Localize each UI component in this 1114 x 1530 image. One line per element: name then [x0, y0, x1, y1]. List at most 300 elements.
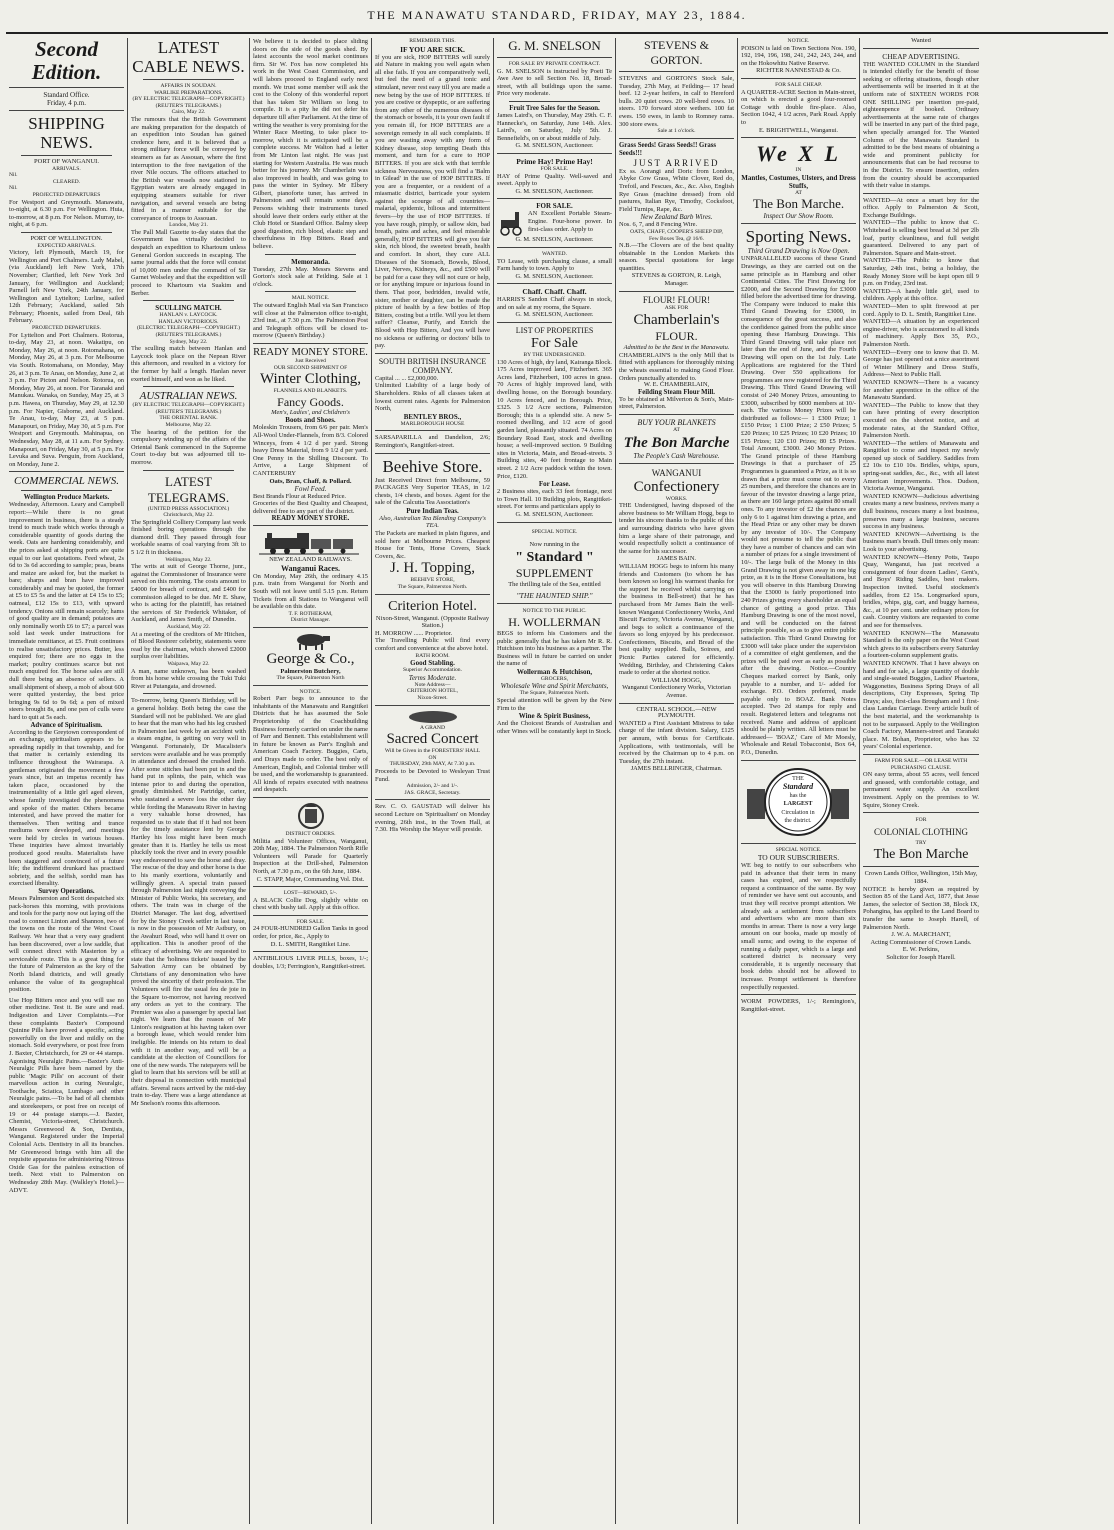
cash-warehouse: The People's Cash Warehouse. [633, 451, 720, 460]
butchery-line: Palmerston Butchery, [280, 668, 341, 676]
divider [21, 155, 112, 156]
foresters-line: Will be Given in the FORESTERS' HALL [384, 748, 481, 755]
fowl-feed: Fowl Feed. [294, 484, 327, 493]
dateline-sydney: Sydney, May 22. [169, 338, 208, 345]
column-6 [616, 38, 738, 1524]
divider [143, 470, 234, 471]
divider [497, 522, 612, 523]
oriental-text: The hearing of the petition for the compulsory winding up of the affairs of the Oriental Bank commenced in the Supreme Court to-day but was adjourned till to-morrow. [131, 428, 246, 466]
divider [863, 754, 979, 755]
wanted-item: WANTED KNOWN. That I have always on hand and for sale, a large quantity of double and single-seated Buggies, Ladies' Phaetons, Waggonettes, Business Spring Drays of all descriptions, City Expresses, Spring Tip Drays; also, first-class Brougham and 1 first-class Landau Carriage. Every article built of the best material, and the workmanship is not to be surpassed. Apply to the Wellington Coach Factory, Manners-street and Taranaki place. M. Bohan, Proprietor, who has 32 years' Colonial experience. [863, 659, 979, 751]
subscribers-text: WE beg to notify to our subscribers who paid in advance that their term in many cases has expired, and we respectfully request a continuance of the same. By way of reminder we have sent out accounts, and trust they will receive prompt attention. We already ask a settlement from subscribers and advertisers who are more than six months in arrear. There is now a very large amount on our books, made up mostly of small sums; and owing to the expense of running a daily paper, which is a large and scattered district is necessary very considerable, it is urgently necessary that book debts should not be allowed to increase. Prompt settlement is therefore respectfully requested. [741, 862, 856, 991]
proceeds-line: Proceeds to be Devoted to Wesleyan Trust Fund. [375, 767, 490, 783]
lease-text: 2 Business sites, each 33 feet frontage, next to Town Hall. 10 Building plots, Rangitikei-street. For terms and particulars apply to [497, 488, 612, 511]
survey-heading: Survey Operations. [38, 888, 95, 896]
confectionery-text: THE Undersigned, having disposed of the above business to Mr William Hogg, begs to tender his sincere thanks to the public of this and surrounding districts who have given him a large share of their patronage, and would respectfully solicit a continuance of the same for his successor. [619, 502, 734, 555]
divider [509, 101, 600, 102]
pure-indian-teas: Pure Indian Teas. [406, 506, 459, 515]
divider [497, 153, 612, 154]
train-illustration [259, 529, 362, 555]
snelson-signature: G. M. SNELSON, Auctioneer. [515, 311, 594, 319]
dateline-christchurch: Christchurch, May 22. [163, 512, 214, 519]
worm-powders: WORM POWDERS, 1/-; Remington's, Rangitikei-street. [741, 998, 856, 1013]
special-notice: SPECIAL NOTICE. [775, 846, 822, 853]
wanted-item: WANTED—A handy little girl, used to children. Apply at this office. [863, 287, 979, 303]
divider [375, 353, 490, 354]
column-5 [494, 38, 616, 1524]
divider [375, 594, 490, 595]
copyright-line: (BY ELECTRIC TELEGRAPH—COPYRIGHT.) (REUTER'S TELEGRAMS.) [132, 96, 245, 109]
hay-text: HAY of Prime Quality. Well-saved and sweet. Apply to [497, 172, 612, 188]
divider [9, 471, 124, 472]
divider [497, 198, 612, 199]
cheap-sale-heading: FOR SALE CHEAP. [775, 81, 822, 88]
antibilious-text: ANTIBILIOUS LIVER PILLS, boxes, 1/-; doubles, 1/3; Ferrington's, Rangitikei-street. [253, 955, 368, 970]
winter-clothing: Winter Clothing, [259, 371, 362, 388]
beehive-store-line: BEEHIVE STORE, [410, 577, 455, 584]
wollerman-address: The Square, Palmerston North. [519, 690, 590, 697]
crown-lands-line: Crown Lands Office, Wellington, 15th May, 1884. [864, 870, 978, 885]
office-time: Friday, 4 p.m. [46, 99, 87, 107]
bon-marche-heading: The Bon Marche [873, 847, 969, 863]
wines-text: And the Choicest Brands of Australian and other Wines will be constantly kept in Stock. [497, 720, 612, 735]
beehive-text: Just Received Direct from Melbourne, 59 PACKAGES Very Superior TEAS, in 1/2 chests, 1/4 chests, and boxes. Agent for the sale of the Calcutta Tea Association's [375, 476, 490, 507]
sale-time: Sale at 1 o'clock. [657, 128, 696, 135]
divider [619, 703, 734, 704]
admission-line: Admission, 2/- and 1/-. [406, 783, 459, 790]
at-line: AT [795, 189, 802, 196]
projected2-text: For Lyttelton and Port Chalmers. Rotorua, to-day, May 23, at noon. Wakatipu, on Monday, May 26, at noon. Rotomahana, on Monday, May 26, at 3 p.m. For Melbourne via South. Rotomahana, on Monday, May 26, at 3 p.m. Te Anau, on Monday, June 2, at 3 p.m. For Picton and Nelson. Rotorua, on Monday, May 26, at noon. For Taranaki and Manukau. Wanaka, on Sunday, May 25, at 3 p.m. Hawea, on Thursday, May 29, at 12.30 p.m. For Napier, Gisborne, and Auckland. Te Anau, to-day, May 23, at 5 p.m. Manapouri, on Friday, May 30, at 5 p.m. For Westport and Greymouth. Mahinapua, on Wednesday, May 28, at 11 a.m. For Sydney. Manapouri, on Friday, May 30, at 5 p.m. For Levuka and Suva. Penguin, from Auckland, on Monday, June 2. [9, 331, 124, 468]
barb-wires: New Zealand Barb Wires. [640, 213, 713, 222]
wanted-heading: WANTED. [541, 250, 567, 257]
divider [497, 603, 612, 604]
column-4 [372, 38, 494, 1524]
properties-text: 130 Acres of high, dry land, Kairanga Block. 175 Acres improved land, Fitzherbert. 365 Acres land, Fitzherbert, 100 acres in grass. 70 Acres of highly improved land, with dwelling house, on the Borough boundary. 10 Acres fenced, and in Borough. Price, £325. 3 1/2 Acre sections, Palmerston Borough; this is a splendid site. A new 5-roomed dwelling, and 1/2 acre of good garden land, pleasantly situated. 74 Acres on Boundary Road East, stock and dwelling house; a well-improved section. 9 Building sites in Victoria, Main, and Broad-streets. 3 Building sites, 40 feet frontage to Main street. 2 1/2 Acre paddock within the town. Price, £120. [497, 358, 613, 480]
south-british-heading: SOUTH BRITISH INSURANCE COMPANY. [378, 356, 487, 375]
good-stabling: Good Stabling. [410, 659, 455, 668]
sporting-heading: Sporting News. [745, 227, 852, 247]
grace-signature: JAS. GRACE, Secretary. [404, 789, 461, 796]
farm-text: ON easy terms, about 55 acres, well fenced and grassed, with comfortable cottage, and permanent water supply. An excellent investment. Apply on the premises to W. Squire, Stoney Creek. [863, 771, 979, 809]
divider [741, 223, 856, 224]
topping-address: The Square, Palmerston North. [397, 584, 468, 591]
lease-heading: For Lease. [538, 480, 571, 489]
cable-heading: LATEST CABLE NEWS. [132, 38, 245, 76]
divider [497, 247, 612, 248]
divider [863, 193, 979, 194]
sculling-sub2: HANLAN VICTORIOUS. [158, 318, 219, 325]
brands-line: Best Brands Flour at Reduced Price. [253, 492, 347, 500]
richter-signature: RICHTER NANNESTAD & Co. [756, 67, 841, 75]
george-heading: George & Co., [266, 651, 355, 668]
drawing-open: Third Grand Drawing is Now Open. [747, 247, 850, 256]
divider [619, 463, 734, 464]
divider [619, 291, 734, 292]
grocers-line: GROCERS, [540, 675, 569, 682]
projected2-label: PROJECTED DEPARTURES. [31, 325, 102, 332]
divider [9, 110, 124, 111]
stamp-text-6: the district. [784, 818, 812, 824]
prime-hay-heading: Prime Hay! Prime Hay! [516, 156, 593, 166]
nil-text: Nil. [9, 185, 18, 192]
sale-heading: FOR SALE. [296, 918, 325, 925]
flour-heading: FLOUR! FLOUR! [642, 294, 711, 305]
wanted-item: WANTED KNOWN—The Manawatu Standard is the only paper on the West Coast which gives to its subscribers every Saturday a fourteen-column supplement gratis. [863, 629, 979, 660]
dateline-cairo: Cairo, May 22. [171, 109, 206, 116]
warlike-sub: WARLIKE PREPARATIONS. [154, 89, 223, 96]
topping-heading: J. H. Topping, [390, 560, 475, 577]
divider [497, 322, 612, 323]
london-text: The Pall Mall Gazette to-day states that the Government has virtually decided to despatch an expedition to Khartoum unless General Gordon succeeds in escaping. The same journal adds that the force will consist of 10,000 men under the command of Sir Garnet Wolseley and that the expedition will proceed to Khartoum via Suakim and Berber. [131, 228, 246, 297]
for-sale-big: For Sale [530, 336, 579, 352]
obtained-line: To be obtained at Milverton & Son's, Main-street, Palmerston. [619, 395, 734, 411]
intro-text: We believe it is decided to place sliding doors on the side of the goods shed. By latest accounts the wool market continues firm. Sir W. Fox has now completed his work in the West Coast Commission, and will labors proceed to England early next month. We trust some member will ask the cost to the Colony of this wonderful report that has taken Sir William so long to compile. It is a pity he did not defer his departure till after Parliament. At the time of writing the weather is very promising for the Winter Race Meeting, to take place to-morrow, which it is anticipated will be a complete success. Mr Walton had a letter from Mr Linton last night. He was just starting for Western Australia. He was much better for his journey. Mr Chamberlain was also improved in health, and was going to pass the winter in Sydney. Mr Elbery Gilbert, pianoforte tuner, has arrived in Palmerston and will remain some days. Persons wishing their instruments tuned should leave their orders early either at the Club Hotel or Standard Office. Balmy sleep good digestion, rich blood, elastic step and cheerfulness in Hop Bitters. Read and believe. [253, 38, 368, 251]
divider [375, 453, 490, 454]
mill-text: CHAMBERLAIN'S is the only Mill that is fitted with appliances for thoroughly mixing the wheats essential to making Good Flour. Orders punctually attended to. [619, 351, 734, 382]
dateline-wellington: Wellington, May 22. [165, 556, 212, 563]
port-wanganui: PORT OF WANGANUI. [34, 158, 99, 165]
concert-ornament [375, 709, 490, 725]
feilding-mill: Feilding Steam Flour Mill. [638, 388, 715, 396]
admitted-line: Admitted to be the Best in the Manawatu. [623, 344, 730, 352]
inspect-line: Inspect Our Show Room. [763, 212, 834, 221]
wellington-text: The writs at suit of George Thorne, junr., against the Commissioner of Insurance were served on this morning. The costs amount to £4000 for breach of contract, and £400 for commission alleged to be due. Mr E. Shaw, who is acting for the plaintiff, has retained the services of Sir Frederick Whitaker, of Auckland, and James Smith, of Dunedin. [131, 563, 246, 624]
notice-public: NOTICE TO THE PUBLIC. [522, 608, 587, 615]
copyright-line: (BY ELECTRIC TELEGRAPH—COPYRIGHT.) (REUTER'S TELEGRAMS.) [132, 402, 245, 415]
perkins-signature: E. W. Perkins, [902, 946, 940, 954]
special-notice: SPECIAL NOTICE. [531, 528, 578, 535]
sculling-heading: SCULLING MATCH. [155, 304, 222, 313]
divider [741, 843, 856, 844]
divider [253, 951, 368, 952]
supplement-title: SUPPLEMENT [515, 565, 594, 580]
rms-heading: READY MONEY STORE. [253, 346, 368, 358]
chamberlain-heading: Chamberlain's [633, 312, 720, 329]
wanted-item: WANTED—The public to know that C. Whitehead is selling best bread at 3d per 2lb loaf, purity cleanliness, and full weight guaranteed. Delivered to any part of Palmerston. Square and Main-street. [863, 219, 979, 257]
column-8 [860, 38, 982, 1524]
auckland-text: At a meeting of the creditors of Mr Hitchen, of Blood Restorer celebrity, statements were read by the chairman, which showed £2000 surplus over liabilities. [131, 630, 246, 661]
criterion-address: Nixon-Street, Wanganui. (Opposite Railway Station.) [375, 614, 490, 630]
divider [9, 87, 124, 88]
mens-line: Men's, Ladies', and Children's [271, 408, 350, 416]
commercial-heading: COMMERCIAL NEWS. [14, 475, 119, 488]
sacred-concert: Sacred Concert [386, 731, 479, 748]
dateline-auckland: Auckland, May 22. [166, 624, 211, 630]
note-line: Note Address— [414, 681, 451, 688]
rail-signature: T. F. ROTHERAM, [288, 610, 333, 617]
works-label: WORKS. [665, 495, 688, 502]
farm-heading: FARM FOR SALE.—OR LEASE WITH PURCHASING CLAUSE. [874, 758, 968, 771]
divider [619, 71, 734, 72]
mail-heading: MAIL NOTICE. [291, 295, 330, 302]
orders-heading: DISTRICT ORDERS. [285, 830, 336, 837]
divider [863, 812, 979, 813]
departures-text: For Westport and Greymouth. Manawatu, to-night, at 6.30 p.m. For Wellington. Huia, to-morrow, at 8 p.m. For Nelson. Murray, to-night, at 6 p.m. [9, 198, 124, 229]
superior-line: Superior Accommodation. [402, 667, 463, 674]
wanted-item: WANTED KNOWN—There is a vacancy for another apprentice in the office of the Manawatu Standard. [863, 378, 979, 402]
tea-boxes-line: Few Boxes Tea, @ 16/6. [649, 235, 704, 242]
stamp-text-4: LARGEST [783, 801, 813, 807]
snelson-signature: G. M. SNELSON, Auctioneer. [515, 187, 594, 195]
capital-line: Capital ... ... £2,000,000. [375, 374, 439, 382]
wanted-item: WANTED—Every one to know that D. M. George has just opened out a nice assortment of Winter Millinery and Dress Stuffs, Address—Next to Public Hall. [863, 348, 979, 379]
divider [21, 232, 112, 233]
grand-line: A GRAND [419, 724, 446, 731]
expected-text: Victory, left Plymouth, March 19, for Wellington and Port Chalmers. Lady Mabel, (via Auckland) left New York, 17th November; Clarified, left New York 3rd January, for Wellington and Auckland; Parnell left New York, 24th January, for Wellington and Lyttelton; Lurline, sailed 12th February; Auckland, sailed 5th February; Phoenix, sailed from Deal, 6th February. [9, 249, 124, 325]
brightwell-signature: E. BRIGHTWELL, Wanganui. [758, 126, 839, 134]
latest-telegrams-heading: LATEST TELEGRAMS. [147, 473, 230, 505]
divider [253, 797, 368, 798]
concert-date: THURSDAY, 29th MAY, At 7.30 p.m. [389, 761, 476, 768]
bon-marche-heading: The Bon Marche [623, 434, 730, 451]
remember-heading: REMEMBER THIS. [409, 38, 456, 44]
in-line: IN [795, 167, 802, 174]
wollerman-firm: Wollerman & Hutchison, [516, 667, 593, 676]
rms-received: Just Received [295, 357, 326, 364]
wanted-item: WANTED—A situation by an experienced engine-driver, who is accustomed to all kinds of machinery. Apply Box 35, P.O., Palmerston North. [863, 318, 979, 348]
oriental-sub: THE ORIENTAL BANK. [159, 415, 218, 422]
divider [253, 525, 368, 526]
divider [253, 915, 368, 916]
divider [143, 300, 234, 301]
rail-text: On Monday, May 26th, the ordinary 4.15 p.m. train from Wanganui for North and South will not leave until 5.15 p.m. Return Tickets from all Stations to Wanganui will be available on this date. [253, 572, 368, 611]
bellringer-signature: JAMES BELLRINGER, Chairman. [630, 765, 723, 773]
nil-text: Nil. [9, 172, 18, 179]
notice-heading: NOTICE. [787, 38, 810, 44]
poison-text: POISON is laid on Town Sections Nos. 190, 192, 194, 196, 198, 241, 242, 243, 244, and on the Hokowhitu Native Reserve. [741, 44, 856, 67]
soudan-sub: AFFAIRS IN SOUDAN. [160, 83, 217, 89]
divider [253, 685, 368, 686]
divider [21, 490, 112, 491]
engine-illustration [497, 210, 525, 236]
sg-signature: STEVENS & GORTON, R. Leigh, Manager. [631, 272, 722, 288]
wholesale-line: Wholesale Wine and Spirit Merchants, [500, 682, 609, 691]
wanted-item: WANTED KNOWN—Henry Potts, Taupo Quay, Wanganui, has just received a consignment of four dozen Ladies', Gent's, and Boys' Riding Saddles, best makers. Inspection invited. Useful stockmen's saddles, from £2 15s. Longmarked spurs, bridles, whips, gig, cart, and buggy harness, &c., at 10 per cent. under ordinary prices for cash. Country visitors are requested to come and see for themselves. [863, 553, 979, 629]
cairo-text: The rumours that the British Government are making preparation for the despatch of an expedition into Soudan has gained credence here, and it is believed that a strong military force will be conveyed by steamers as far as Assouan, where the first interruption to the free navigation of the river Nile occurs. The officers attached to the British war vessels now stationed in Egyptian waters are already engaged in equipping steamers suitable for river navigation, and several vessels are being fitted in a manner suitable for the conveyance of troops to Assouan. [131, 115, 246, 222]
now-running: Now running in the [529, 541, 580, 549]
fruit-tree-heading: Fruit Tree Sales for the Season. [509, 104, 600, 112]
newspaper-title: THE MANAWATU STANDARD, FRIDAY, MAY 23, 1884. [367, 8, 747, 22]
projected-label: PROJECTED DEPARTURES [32, 191, 101, 198]
oats-chaff-line: OATS, CHAFF, COOPER'S SHEEP DIP, [630, 228, 723, 235]
railways-heading: NEW ZEALAND RAILWAYS. [269, 556, 352, 564]
divider [863, 866, 979, 867]
divider [619, 138, 734, 139]
boots-shoes: Boots and Shoes. [285, 416, 336, 425]
hogg-signature: WILLIAM HOGG, [651, 676, 702, 684]
criterion-text: The Travelling Public will find every comfort and convenience at the above hotel. [375, 637, 490, 652]
thrilling-line: The thrilling tale of the Sea, entitled [508, 580, 601, 588]
expected-label: EXPECTED ARRIVALS. [37, 242, 96, 249]
solicitor-line: Solicitor for Joseph Harell. [886, 953, 956, 961]
wollerman-heading: H. WOLLERMAN [508, 614, 601, 629]
divider [375, 430, 490, 431]
divider [741, 994, 856, 995]
edition-heading: Second Edition. [31, 38, 102, 84]
haunted-ship: "THE HAUNTED SHIP." [516, 591, 593, 601]
fencing-line: Nos. 6, 7, and 8 Fencing Wire. [619, 221, 698, 229]
wanted-item: WANTED—The Public to know that they can have printing of every description executed on the shortest notice, and at moderate rates, at the Standard Office, Palmerston North. [863, 401, 979, 440]
cheap-sale-text: A QUARTER-ACRE Section in Main-street, on which is erected a good four-roomed Cottage with double fire-place. Also, Section 1042, 4 1/2 acres, Park Road. Apply to [741, 88, 856, 126]
cattle-illustration [253, 631, 368, 651]
snelson-signature: G. M. SNELSON, Auctioneer. [515, 510, 594, 518]
parr-text: Robert Parr begs to announce to the inhabitants of the Manawatu and Rangitikei Districts that he has assumed the Sole Proprietorship of the Coachbuilding Business formerly carried on under the name of Parr and Bennett. This establishment will in future be known as Parr's English and American Coach Factory. Buggies, Carts, and Drays made to order. The best only of American, English, and Colonial timber will be used, and the workmanship is guaranteed. All kinds of repairs executed with neatness and despatch. [253, 695, 368, 794]
wanted-item: WANTED—Men to split firewood at per cord. Apply to D. L. Smith, Rangitikei Line. [863, 303, 979, 318]
office-line: Standard Office. [43, 91, 90, 99]
chaff-heading: Chaff. Chaff. Chaff. [522, 287, 587, 297]
private-contract: FOR SALE BY PRIVATE CONTRACT. [508, 61, 601, 67]
divider [741, 78, 856, 79]
standard-title: " Standard " [515, 549, 594, 565]
fancy-goods: Fancy Goods. [277, 394, 344, 409]
divider [143, 79, 234, 80]
hogg-text: WILLIAM HOGG begs to inform his many friends and Customers (to whom he has been known so long) his warmest thanks for the support he received whilst carrying on the business in Bell-street) that he has purchased from Mr James Bain the well-known Wanganui Confectionery Works, And Biscuit Factory, Victoria Avenue, Wanganui, and begs to solicit a continuance of the favors so long enjoyed by his predecessor. Confectioners, Biscuits, and Bread of the best quality supplied. Balls, Soirees, and Picnic Parties catered for efficiently. Wedding, Birthday, and Christening Cakes made to order at the shortest notice. [619, 562, 734, 677]
nixon-line: Nixon-Street. [417, 694, 448, 701]
divider [741, 137, 856, 138]
wanganui-races: Wanganui Races. [280, 563, 341, 573]
wanted-item: WANTED—The Public to know that Saturday, 24th inst., being a holiday, the Ready Money Store will be kept open till 9 p.m. on Friday, 23rd inst. [863, 257, 979, 288]
memoranda-heading: Memoranda. [291, 257, 330, 266]
divider [253, 886, 368, 887]
for-sale-heading: FOR SALE. [536, 202, 573, 211]
chamberlain-name: W. E. CHAMBERLAIN, [643, 381, 710, 389]
australian-tea: Also, Australian Tea Blending Company's TEA. [379, 514, 486, 530]
stamp-text-5: Circulation in [781, 809, 815, 816]
divider [863, 48, 979, 49]
column-2 [128, 38, 250, 1524]
subscribers-heading: TO OUR SUBSCRIBERS. [757, 853, 840, 863]
column-1 [6, 38, 128, 1524]
central-school-text: WANTED a First Assistant Mistress to take charge of the infant division. Salary, £125 per annum, with bonus for Certificate. Applications, with testimonials, will be received by the Chairman up to 4 p.m. on Tuesday, the 27th instant. [619, 719, 734, 765]
local-news-text: To-morrow, being Queen's Birthday, will be a general holiday. Both being the case the Standard will not be published. We are glad to hear that the man who had his leg crushed in Palmerston last week by an accident with a steam engine, is getting on very well in Wanganui. Fortunately, Dr Macalister's services were available and he was promptly in attendance and dressed the crushed limb. After some stitches had been put in and the hand put in splints, the pain, which was intense prior to and during the operation, greatly diminished. Mr Partridge, carter, who sustained a severe loss the other day while fording the Manawatu River in having a very valuable horse drowned, has requested us to state that if it had not been for the timely assistance lent by George Hartley his loss might have been much greater than it is. Hartley he tells us most pluckily took the river and in every possible way endeavoured to save the horse and dray. The rescue of the dray and other horse is due to his manly exertions, voluntarily and willingly given. A special train passed through Palmerston last night conveying the Minister of Public Works, his secretary, and others. The train was in charge of the District Manager. The last dog, advertised for by the Stoney Creek settler in last issue, is now in the possession of Mr Astbury, on the Awahuri Road, who will hand it over on application. This is another proof of the efficacy of advertising. We are requested to state that the 'holiness tickets' issued by the Salvation Army can be obtained by Christians of any denomination who have proved the sincerity of their profession. The Volunteers will fire the usual feu de joie in the Square to-morrow, not having received any orders as yet to the contrary. The Premier was also a passenger by special last night. We learn that the reason of Mr Linton's resignation at his having taken over a borough lease, which would render him ineligible. He intends on his return to deal with it in another way, and will be a candidate at the election of Councillors for one of the new wards. The ratepayers will be glad to learn that his services will be still at their disposal in connection with municipal affairs. Several races arrived by the mid-day train to-day. There was a large attendance at Mr Snelson's rooms this afternoon. [131, 697, 246, 1107]
criterion-hotel-line: CRITERION HOTEL, [407, 688, 458, 695]
divider [497, 57, 612, 58]
divider [265, 291, 356, 292]
hay-for-sale: FOR SALE. [540, 165, 569, 172]
at-line: AT [673, 427, 680, 433]
australian-heading: AUSTRALIAN NEWS. [139, 390, 238, 403]
wanganui-label: WANGANUI [651, 467, 702, 478]
mantles-line: Mantles, Costumes, Ulsters, and Dress Stuffs, [741, 173, 856, 190]
attention-line: Special attention will be given by the New Firm to the [497, 697, 612, 712]
proprietor-line: H. MORROW ...... Proprietor. [375, 629, 453, 637]
groceries-line: Groceries of the Best Quality and Cheapest, delivered free to any part of the district. [253, 500, 368, 515]
marchant-signature: J. W. A. MARCHANT, [891, 931, 951, 939]
on-line: ON [428, 754, 437, 761]
lost-text: A BLACK Collie Dog, slightly white on chest with bushy tail. Apply at this office. [253, 896, 368, 912]
produce-text: Wednesday, Afternoon. Leary and Campbell report:—While there is no great improvement in business, there is a steady trend to much trade which works through a considerable quantity of goods during the week. Oats are hardening considerably, and the prices asked at shipping ports are quite equal to our last quotations. Feed wheat, 2s 6d to 3s 6d according to sample; peas, beans and maize are asked for, but the market is bare; sharps and bran have improved considerably and may be quoted, the former at £5 to £5 5s and the latter at £4 15s to £5; oatmeal, £12 15s to £13, with upward tendency. Onions still remain scarcely; hams of good quality are in demand; potatoes are only nominally worth £6 to £7; a parcel was sold last week under instructions for immediate remittance, at £5. Fruit continues to realise unsatisfactory prices. Butter, less enquired for; there are no eggs in the market; poultry continues scarce but not much enquired for. The horse sales are still dull there being an absence of sellers. A small shipment of sheep, a mob of about 600 were quitted yesterday, the best price bringing 9s 6d to 9s 6d; a pen of mixed steers brought 8s, and one pen of culls were hard to quit at 5s each. [9, 501, 124, 721]
central-school-heading: CENTRAL SCHOOL.—NEW PLYMOUTH. [636, 705, 717, 720]
survey-text: Messrs Palmerston and Scott despatched six pack-horses this morning, with provisions and tools for the party now out laying off the road to connect Linton and Shannon, two of the towns on the route of the West Coast Railway. We hear that a very easy gradient has been discovered, over a low saddle, that will connect direct with Masterton by a serviceable route. This is a great thing for the future of Palmerston as the key of the North Island districts, and will greatly enhance the value of its geographical position. [9, 895, 124, 994]
seeds-text: Ex ss. Aorangi and Doric from London, Abyke Cow Grass, White Clover, Red do, Trefoil, and Fescues, &c., &c. Also, English Rye Grass (machine dressed) from old pastures, Italian Rye, Timothy, Cocksfoot, Field Turnips, Rape, &c. [619, 167, 734, 213]
sporting-text: UNPARALLELED success of these Grand Drawings, as they are carried out on the same principle as in Hamburg and other Continental Cities. The First Drawing for £2000, and the Second Drawing for £3000 filled before the advertised time for drawing. The Company were induced to make this Third Grand Drawing for £3000, in consequence of the great success, and also the confidence gained from the public since opening these Hamburg Drawings. This Third Grand Drawing will take place not later than the end of June, and the Fourth Drawing will open on the 1st July. Late Applications are registered for the Third Drawing. Over 550 applications for programmes are now registered for the Third Drawing. This Third Grand Drawing will consist of 240 Money Prizes, amounting to £3000, subscribed by 6000 members at 10/- each. The various Money Prizes will be distributed as follows:— 1 £300 Prize; 1 £150 Prize; 1 £100 Prize; 2 £50 Prizes; 5 £20 Prizes; 10 £25 Prizes; 10 £20 Prizes; 10 £15 Prizes; 120 £10 Prizes; 80 £5 Prizes. Total Amount, £3000. 240 Money Prizes. The Grand principle of these Hamburg Drawings is that a purchaser of 25 Programmes is guaranteed a Prize, as it is so drawn that a prize must come out to every 25 numbers, and therefore the chances are in favour of the investor drawing a large prize, as there are 160 large prizes against 80 small ones. To any investor of £2 the chances are only 6 to 1 against him drawing a prize, and the Head Prize or any other may be drawn by any investor of 10/-. The Company would not presume to tell the public that they have a number of chances and can win a number of prizes for a single investment of 10/-. The large bulk of the Money in this Grand Drawing is not given away in one big prize, as it is in the Horse Consultations, but you will observe in this Hamburg Drawing that the £3000 is fairly proportioned into 240 Prizes giving every shareholder an equal chance of getting a good prize. This Hamburg Drawing is one of the most novel, and will be conducted on the fairest principle possible, so as to give entire public satisfaction. This Third Grand Drawing for £3000 will take place under the supervision of a committee of eight gentlemen, and the prizes will be paid over as early as possible after the drawing. Notice.—Country Cheques marked correct by Bank, only payable to a number, and 1/- added for exchange. P.O. Orders preferred, made payable only to BOAZ. Bank Notes accepted. Two 2d stamps for reply and result. Registered letters and telegrams not received. Name and address of applicant should be plainly written. All letters must be addressed— 'BOAZ,' Care of Mr Moesly, Wholesale and Retail Tobacconist, Box 64, P.O., Dunedin. [741, 255, 856, 756]
tanks-text: 24 FOUR-HUNDRED Gallon Tanks in good order, for price, &c., Apply to [253, 925, 368, 941]
wanted-label: Wanted [911, 38, 931, 44]
fruit-tree-text: James Laird's, on Thursday, May 29th. C. F. Hannecke's, on Saturday, June 14th. Alex. Laird's, on Saturday, July 5th. J. Bennefield's, on or about middle of July. [497, 111, 612, 142]
terms-line: Terms Moderate. [408, 673, 457, 682]
crown-lands-text: NOTICE is hereby given as required by Section 85 of the Land Act, 1877, that Jesse James, the selector of Section 38, Block IX, Pohangina, has applied to the Land Board to transfer the same to Joseph Harell, of Palmerston North. [863, 885, 979, 931]
wanted-item: WANTED KNOWN—Judicious advertising creates many a new business, revives many a dull business, rescues many a lost business, preserves many a large business, secures success in any business. [863, 492, 979, 531]
column-3 [250, 38, 372, 1524]
divider [375, 799, 490, 800]
stock-sale-text: STEVENS and GORTON'S Stock Sale, Tuesday, 27th May, at Feilding— 17 head beef. 12 2-year heifers, in calf to Hereford bulls. 20 quiet cows. 20 well-bred cows. 10 steers. 170 forward store wethers. 100 fat ewes. 150 ewes, in lamb to Romney rams. 300 store ewes. [619, 75, 734, 128]
sculling-text: The sculling match between Hanlan and Laycock took place on the Nepean River this afternoon, and resulted in a victory for the former by half a length. Hanlan never exerted himself, and won as he liked. [131, 345, 246, 383]
rms-text: Moleskin Trousers, from 6/6 per pair. Men's All-Wool Under-Flannels, from 8/3. Colored Winceys, from 4 1/2 d per yard. Strong heavy Dress Material, from 9 1/2 d per yard. One Penny in the Shilling Discount. To Arrive, a Large Shipment of CANTERBURY [253, 424, 368, 477]
masthead [0, 0, 1114, 34]
stevens-gorton-heading: STEVENS & GORTON. [643, 38, 709, 67]
hop-bitters-text: If you are sick, HOP BITTERS will surely aid Nature in making you well again when all else fails. If you are comparatively well, but feel the need of a grand tonic and stimulant, never rest easy till you are made a new being by the use of HOP BITTERS. If you are costive or dyspeptic, or are suffering from any other of the numerous diseases of the stomach or bowels, it is your own fault if you remain ill, for HOP BITTERS are a sovereign remedy in all such complaints. If you are wasting away with any form of Kidney disease, stop tempting Death this moment, and turn for a cure to HOP BITTERS. If you are sick with that terrible sickness Nervousness, you will find a 'Balm in Gilead' in the use of HOP BITTERS. If you are a frequenter, or a resident of a miasmatic district, barricade your system against the scourge of all countries—malarial, epidemic, bilious and intermittent fevers—by the use of HOP BITTERS. If you have rough, pimply, or sallow skin, bad breath, pains and aches, and feel miserable generally, HOP BITTERS will give you fair skin, rich blood, the sweetest breath, health and comfort. In short, they cure ALL Diseases of the Stomach, Bowels, Blood, Liver, Nerves, Kidneys, &c., and £500 will be paid for a case they will not cure or help, or for anything impure or injurious found in them. That poor, bedridden, invalid wife, sister, mother or daughter, can be made the picture of health by a few bottles of Hop Bitters, costing but a trifle. Will you let them suffer? Cleanse, Purify, and Enrich the Blood with Hop Bitters, And you will have no sickness or suffering or doctors' bills to pay. [375, 53, 490, 350]
bentley-line: BENTLEY BROS., [403, 412, 462, 421]
wanted-item: WANTED—The settlers of Manawatu and Rangitikei to come and inspect my newly opened up stock of Saddlery. Saddles from £2 10s to £10 10s. Bridles, whips, spurs, spring-seat saddles, &c., &c., with all latest American improvements. Thos. Dudson, Victoria Avenue, Wanganui. [863, 439, 979, 493]
colonial-clothing: COLONIAL CLOTHING [874, 826, 968, 837]
insurance-text: Unlimited Liability of a large body of Shareholders. Risks of all classes taken at lowest current rates. Agents for Palmerston North, [375, 382, 490, 413]
spiritualism-text: According to the Greytown correspondent of an exchange, spiritualism appears to be spreading rapidly in that township, and for that matter is certainly extending its influence throughout the Wairarapa. A gentleman originated the movement a few years since, but an impetus recently has taken place, occasioned by the instrumentality of a little girl aged eleven, whose family investigated the phenomena and spoke of the matter. Others became interested, and have proved the matter for themselves. Then writing and trance mediums were developed, and meetings were held by circles in various houses. These inquiries have almost invariably produced good results. Materialists have been staggered and convinced of a future life; the indifferent drunkard has practised sobriety, and the selfish, sordid man has exercised liberality. [9, 728, 124, 888]
engine-ad [497, 210, 612, 236]
dateline-melbourne: Melbourne, May 22. [165, 421, 212, 428]
snelson-signature: G. M. SNELSON, Auctioneer. [515, 142, 594, 150]
cheap-advertising: CHEAP ADVERTISING. [882, 51, 960, 61]
snelson-heading: G. M. SNELSON [508, 38, 601, 53]
shipping-heading: SHIPPING NEWS. [28, 114, 105, 152]
masthead-rule [6, 32, 1108, 34]
stamp-text-2: Standard [782, 782, 814, 791]
divider [741, 760, 856, 761]
harris-text: HARRIS'S Sandon Chaff always in stock, and on sale at my rooms, the Square. [497, 296, 612, 311]
bain-signature: JAMES BAIN. [656, 555, 697, 563]
rms-shipment: OUR SECOND SHIPMENT OF [273, 364, 348, 371]
oats-line: Oats, Bran, Chaff, & Pollard. [269, 477, 352, 485]
crest-illustration [253, 801, 368, 831]
wanted-item: WANTED—At once a smart boy for the office. Apply to Palmerston & Scott, Exchange Buildings. [863, 196, 979, 219]
copyright-line: (ELECTRIC TELEGRAPH—COPYRIGHT.) (REUTER'S TELEGRAMS.) [137, 325, 240, 338]
stamp-text-1: THE [792, 775, 804, 782]
engine-text: AN Excellent Portable Steam-Engine. Four-horse power. In first-class order. Apply to [528, 210, 612, 233]
divider [619, 414, 734, 415]
ask-for: ASK FOR [664, 304, 689, 311]
arrivals-label: ARRIVALS. [52, 165, 81, 172]
grass-seeds-heading: Grass Seeds! Grass Seeds!! Grass Seeds!!! [619, 141, 717, 157]
column-7 [738, 38, 860, 1524]
cleared-label: CLEARED. [52, 178, 81, 185]
wanted-farm-text: TO Lease, with purchasing clause, a small Farm handy to town. Apply to [497, 257, 612, 273]
try-line: TRY [915, 839, 927, 846]
spiritualism-heading: Advance of Spiritualism. [30, 721, 103, 729]
waipawa-text: A man, name unknown, has been washed from his horse while crossing the Tuki Tuki River at Putangata, and drowned. [131, 667, 246, 690]
ads-text: Use Hop Bitters once and you will use no other medicine. Test it. Be sure and read. Indigestion and Liver Complaints.—For these complaints Baxter's Compound Quinine Pills have proved a specific, acting powerfully on the liver and mildly on the stomach. Sold everywhere, or post free from J. Baxter, Christchurch, for 29 or 44 stamps. Agonising Neuralgic Pains.—Baxter's Anti-Neuralgic Pills have been named by the public 'Magic Pills' on account of their marvellous action in curing Neuralgic, Toothache, Sciatica, Lumbago and other Neuralgic pains.—To be had of all chemists and storekeepers, or post free on receipt of 19 or 44 postage stamps.—J. Baxter, Chemist, Victoria-street, Christchurch. Messrs Greenwood & Son, Dentists, Wanganui. Registered under the Imperial Colonial Acts. Dentistry in all its branches. Mr Greenwood brings with him all the requisite apparatus for administering Nitrous Oxide Gas for the painless extraction of teeth. Next visit to Palmerston on Wednesday 28th May. (Walkley's Hotel.)—ADVT. [9, 996, 124, 1194]
lost-heading: LOST—REWARD, 5/-. [283, 890, 338, 897]
confectionery-heading: Confectionery [633, 478, 720, 495]
notice-heading: NOTICE. [299, 688, 322, 695]
just-arrived: JUST ARRIVED [633, 157, 720, 168]
wexl-heading: We X L [756, 141, 841, 167]
port-wellington: PORT OF WELLINGTON. [30, 234, 103, 242]
criterion-heading: Criterion Hotel. [388, 598, 477, 614]
divider [375, 705, 490, 706]
dateline-london: London, May 21. [169, 222, 208, 229]
sarsaparilla-text: SARSAPARILLA and Dandelion, 2/6; Remington's, Rangitikei-street. [375, 434, 490, 449]
blankets-line: BUY YOUR BLANKETS [637, 418, 716, 427]
memoranda-text: Tuesday, 27th May. Messrs Stevens and Gorton's stock sale at Feilding. Sale at 1 o'clock. [253, 265, 368, 288]
cheap-advertising-text: THE WANTED COLUMN in the Standard is intended chiefly for the benefit of those seeking or offering situations, though other advertisements will be inserted in it at the uniform rate of SIXTEEN WORDS FOR ONE SHILLING per insertion pre-paid, eighteenpence if booked. Ordinary advertisements at the same rate of charges will be inserted in any part of the third page, when specially arranged for. The Wanted Column of the Manawatu Standard is admitted to be the best means of obtaining a wide and prominent publicity for announcements that can be had recourse to in the District. To ensure insertion, orders from the country should be accompanied with their value in stamps. [863, 60, 979, 190]
divider [497, 283, 612, 284]
gaustad-text: Rev. C. O. GAUSTAD will deliver his second Lecture on 'Spiritualism' on Monday evening, 26th inst., in the Town Hall, at 7.30. His Worship the Mayor will preside. [375, 803, 490, 834]
commissioner-line: Acting Commissioner of Crown Lands. [870, 938, 972, 946]
rms-footer: READY MONEY STORE. [271, 515, 350, 523]
beehive-heading: Beehive Store. [382, 456, 483, 476]
rail-signature-title: District Manager. [290, 617, 331, 624]
undersigned-line: BY THE UNDERSIGNED. [523, 352, 586, 359]
divider [253, 343, 368, 344]
